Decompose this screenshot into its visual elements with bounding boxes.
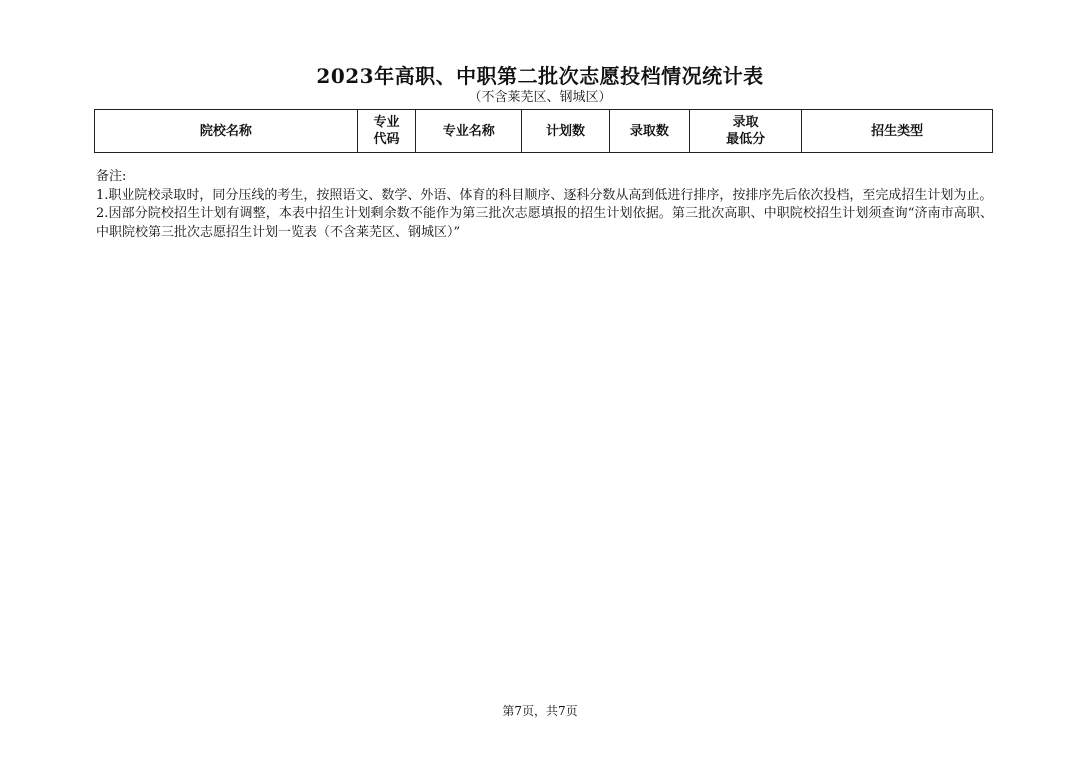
notes-item-1: 1.职业院校录取时，同分压线的考生，按照语文、数学、外语、体育的科目顺序、逐科分数从高到低进行排序，按排序先后依次投档，至完成招生计划为止。 <box>96 187 993 203</box>
notes-item-2: 2.因部分院校招生计划有调整，本表中招生计划剩余数不能作为第三批次志愿填报的招生计划依据。第三批次高职、中职院校招生计划须查询“济南市高职、中职院校第三批次志愿招生计划一览表（不含莱芜区、钢城区）” <box>96 206 993 240</box>
header-major-code <box>357 110 415 153</box>
header-min-score-line2: 最低分 <box>726 132 766 147</box>
header-school-name-label: 院校名称 <box>199 123 252 139</box>
header-admitted-count-label: 录取数 <box>629 123 669 139</box>
header-plan-count-label: 计划数 <box>546 123 586 139</box>
notes-section <box>96 168 993 242</box>
table-header-row <box>95 110 993 153</box>
header-major-name-label: 专业名称 <box>442 123 495 139</box>
admission-table <box>94 109 993 153</box>
page-footer: 第7页，共7页 <box>502 704 578 718</box>
header-school-name <box>95 110 358 153</box>
header-min-score <box>689 110 801 153</box>
header-enrollment-type <box>802 110 993 153</box>
header-admitted-count <box>609 110 689 153</box>
notes-heading: 备注: <box>96 169 127 184</box>
header-enrollment-type-label: 招生类型 <box>871 123 924 139</box>
header-plan-count <box>522 110 609 153</box>
header-major-name <box>416 110 522 153</box>
document-title: 2023年高职、中职第二批次志愿投档情况统计表 <box>316 64 764 88</box>
document-subtitle: （不含莱芜区、钢城区） <box>468 90 612 105</box>
header-major-code-line1: 专业 <box>373 115 400 130</box>
header-min-score-line1: 录取 <box>732 115 759 130</box>
header-major-code-line2: 代码 <box>373 132 400 147</box>
